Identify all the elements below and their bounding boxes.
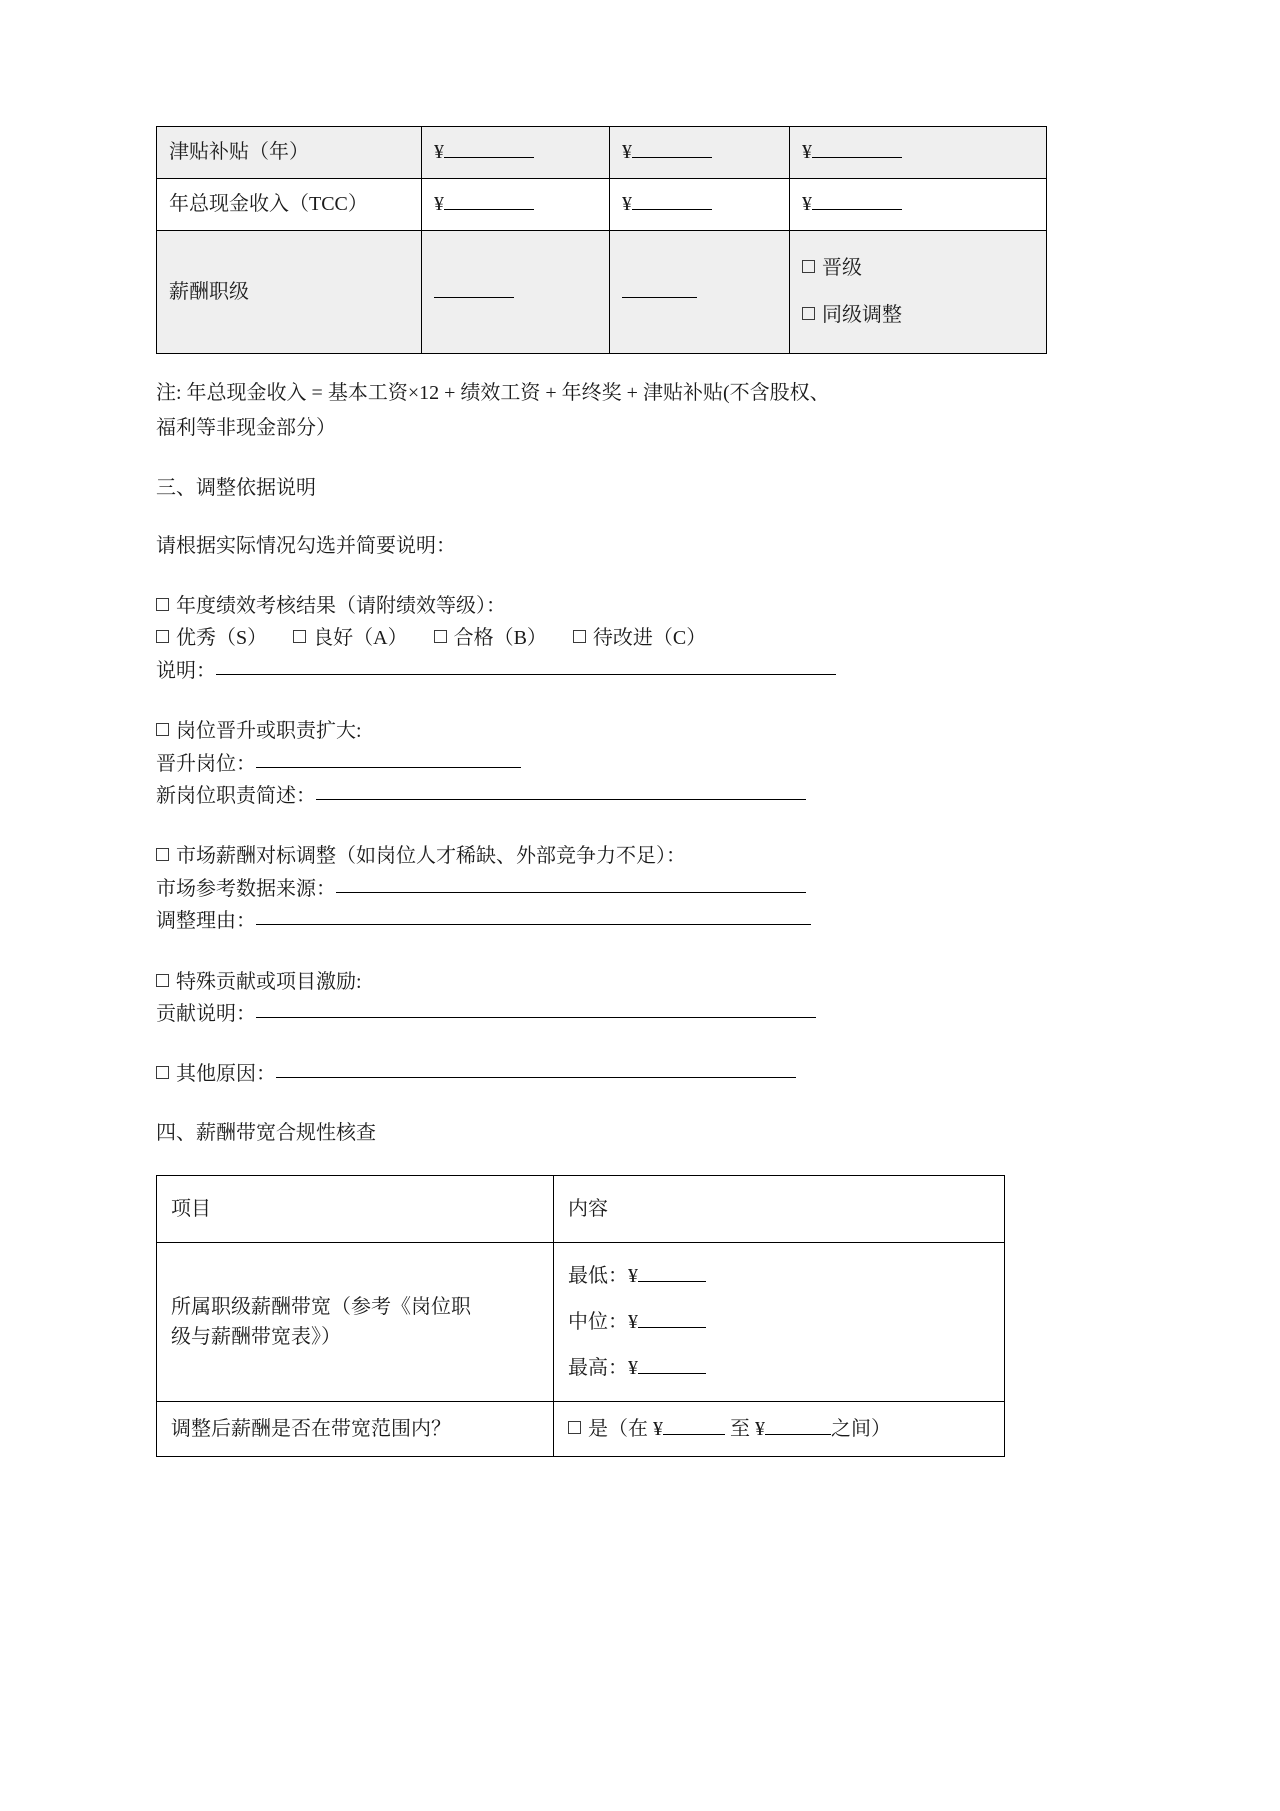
reason-group-market (156, 840, 946, 937)
grade-change-cell (790, 231, 1047, 354)
reason-group-performance (156, 590, 946, 687)
grade-label-a: 良好（A） (313, 627, 408, 650)
reason-group-promotion (156, 715, 946, 812)
allowance-adjusted-cell (610, 127, 790, 179)
band-range-label-line1: 所属职级薪酬带宽（参考《岗位职 (171, 1295, 471, 1318)
row-label-tcc: 年总现金收入（TCC） (157, 179, 422, 231)
currency-symbol: ¥ (622, 193, 632, 215)
band-mid-row (568, 1307, 990, 1337)
band-min-label: 最低：¥ (568, 1264, 638, 1287)
band-range-label-line2: 级与薪酬带宽表》） (171, 1325, 341, 1348)
grade-label-c: 待改进（C） (592, 627, 707, 650)
checkbox-icon[interactable] (156, 723, 169, 736)
section-3-intro: 请根据实际情况勾选并简要说明： (156, 535, 456, 557)
checkbox-row-performance[interactable] (156, 590, 946, 622)
checkbox-icon[interactable] (156, 848, 169, 861)
checkbox-option-promotion[interactable] (802, 253, 1034, 284)
grade-label-b: 合格（B） (453, 627, 547, 650)
fill-blank[interactable] (663, 1434, 725, 1435)
field-label: 调整理由： (156, 910, 256, 933)
tcc-change-cell (790, 179, 1047, 231)
field-row-market-reason (156, 905, 946, 937)
fill-blank[interactable] (256, 1017, 816, 1018)
band-min-row (568, 1261, 990, 1291)
section-4-heading: 四、薪酬带宽合规性核查 (156, 1121, 376, 1144)
checkbox-row-market[interactable] (156, 840, 946, 872)
within-band-label: 调整后薪酬是否在带宽范围内？ (157, 1401, 554, 1456)
fill-blank[interactable] (444, 157, 534, 158)
fill-blank[interactable] (632, 157, 712, 158)
tcc-current-cell (422, 179, 610, 231)
grade-options-row (156, 622, 946, 654)
checkbox-icon[interactable] (293, 630, 306, 643)
within-band-mid-label: 至 (730, 1417, 750, 1440)
band-mid-label: 中位：¥ (568, 1310, 638, 1333)
band-max-label: 最高：¥ (568, 1356, 638, 1379)
checkbox-icon[interactable] (156, 598, 169, 611)
field-label: 新岗位职责简述： (156, 784, 316, 807)
field-label: 说明： (156, 659, 216, 682)
within-band-answer (554, 1401, 1005, 1456)
column-header-item: 项目 (157, 1175, 554, 1242)
fill-blank[interactable] (765, 1434, 831, 1435)
fill-blank[interactable] (638, 1281, 706, 1282)
tcc-formula-note (156, 376, 956, 446)
band-range-label (157, 1242, 554, 1401)
checkbox-label: 市场薪酬对标调整（如岗位人才稀缺、外部竞争力不足）： (176, 845, 686, 868)
fill-blank[interactable] (256, 767, 521, 768)
currency-symbol: ¥ (755, 1417, 765, 1440)
field-row-contribution-note (156, 998, 946, 1030)
checkbox-icon[interactable] (568, 1421, 581, 1434)
fill-blank[interactable] (632, 209, 712, 210)
band-max-row (568, 1353, 990, 1383)
allowance-current-cell (422, 127, 610, 179)
currency-symbol: ¥ (622, 141, 632, 163)
document-content (156, 126, 946, 1457)
checkbox-icon[interactable] (156, 630, 169, 643)
checkbox-icon[interactable] (434, 630, 447, 643)
currency-symbol: ¥ (434, 193, 444, 215)
fill-blank[interactable] (812, 209, 902, 210)
option-label: 晋级 (822, 257, 862, 279)
reason-group-other (156, 1058, 946, 1090)
table-row (157, 231, 1047, 354)
within-band-option-label: 是（在 (588, 1417, 648, 1440)
fill-blank[interactable] (638, 1327, 706, 1328)
note-line-1: 注: 年总现金收入 = 基本工资×12 + 绩效工资 + 年终奖 + 津贴补贴(不含股权、 (156, 382, 830, 404)
fill-blank[interactable] (316, 799, 806, 800)
currency-symbol: ¥ (653, 1417, 663, 1440)
checkbox-icon[interactable] (156, 974, 169, 987)
checkbox-icon[interactable] (573, 630, 586, 643)
field-label: 市场参考数据来源： (156, 877, 336, 900)
currency-symbol: ¥ (802, 193, 812, 215)
fill-blank[interactable] (434, 297, 514, 298)
allowance-change-cell (790, 127, 1047, 179)
checkbox-row-promotion[interactable] (156, 715, 946, 747)
checkbox-row-contribution[interactable] (156, 966, 946, 998)
fill-blank[interactable] (812, 157, 902, 158)
field-label: 贡献说明： (156, 1002, 256, 1025)
row-label-salary-grade: 薪酬职级 (157, 231, 422, 354)
grade-adjusted-cell (610, 231, 790, 354)
checkbox-row-other[interactable] (156, 1058, 946, 1090)
within-band-tail-label: 之间） (831, 1417, 891, 1440)
field-label: 晋升岗位： (156, 752, 256, 775)
table-row (157, 1401, 1005, 1456)
checkbox-icon[interactable] (802, 260, 815, 273)
fill-blank[interactable] (256, 924, 811, 925)
checkbox-icon[interactable] (802, 307, 815, 320)
note-line-2: 福利等非现金部分） (156, 417, 336, 439)
section-3-heading: 三、调整依据说明 (156, 477, 316, 499)
fill-blank[interactable] (638, 1373, 706, 1374)
currency-symbol: ¥ (434, 141, 444, 163)
table-row (157, 127, 1047, 179)
checkbox-icon[interactable] (156, 1066, 169, 1079)
reason-group-contribution (156, 966, 946, 1031)
checkbox-label: 岗位晋升或职责扩大: (176, 720, 362, 743)
checkbox-label: 年度绩效考核结果（请附绩效等级）： (176, 595, 506, 617)
checkbox-label: 特殊贡献或项目激励: (176, 970, 362, 993)
checkbox-option-same-level[interactable] (802, 300, 1034, 331)
currency-symbol: ¥ (802, 141, 812, 163)
fill-blank[interactable] (444, 209, 534, 210)
field-row-market-source (156, 873, 946, 905)
table-row (157, 1242, 1005, 1401)
field-row-performance-note (156, 655, 946, 687)
tcc-adjusted-cell (610, 179, 790, 231)
row-label-allowance: 津贴补贴（年） (157, 127, 422, 179)
grade-current-cell (422, 231, 610, 354)
table-row (157, 179, 1047, 231)
checkbox-label: 其他原因： (176, 1063, 276, 1086)
fill-blank[interactable] (216, 674, 836, 675)
table-header-row (157, 1175, 1005, 1242)
salary-band-table (156, 1175, 1005, 1457)
grade-label-s: 优秀（S） (176, 627, 268, 650)
field-row-new-duties (156, 780, 946, 812)
fill-blank[interactable] (276, 1077, 796, 1078)
fill-blank[interactable] (336, 892, 806, 893)
band-range-values (554, 1242, 1005, 1401)
compensation-table (156, 126, 1047, 354)
fill-blank[interactable] (622, 297, 697, 298)
column-header-content: 内容 (554, 1175, 1005, 1242)
field-row-new-position (156, 748, 946, 780)
option-label: 同级调整 (822, 304, 902, 326)
